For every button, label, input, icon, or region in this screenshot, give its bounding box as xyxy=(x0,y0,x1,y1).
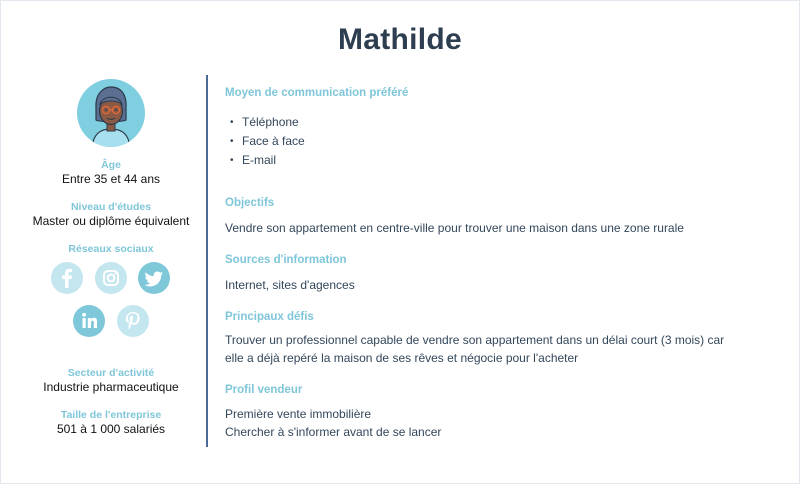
industry-value: Industrie pharmaceutique xyxy=(43,380,179,394)
industry-field xyxy=(22,367,200,395)
age-label: Âge xyxy=(101,159,121,171)
facebook-icon[interactable] xyxy=(51,262,83,294)
seller-profile-label: Profil vendeur xyxy=(225,384,303,396)
challenges-line-2: elle a déjà repéré la maison de ses rêves et négocie pour l'acheter xyxy=(225,351,579,365)
avatar xyxy=(76,78,146,148)
education-value: Master ou diplôme équivalent xyxy=(32,214,190,228)
sources-text: Internet, sites d'agences xyxy=(225,278,355,292)
age-field xyxy=(22,159,200,187)
education-label: Niveau d'études xyxy=(70,201,152,213)
company-size-field xyxy=(22,409,200,437)
company-size-value: 501 à 1 000 salariés xyxy=(56,422,166,436)
goals-text: Vendre son appartement en centre-ville pour trouver une maison dans une zone rurale xyxy=(225,221,684,235)
list-item: • Téléphone xyxy=(242,113,785,132)
vertical-divider xyxy=(206,75,208,447)
persona-details xyxy=(225,86,785,441)
instagram-icon[interactable] xyxy=(95,262,127,294)
industry-label: Secteur d'activité xyxy=(67,367,155,379)
challenges-label: Principaux défis xyxy=(225,311,314,323)
pinterest-icon[interactable] xyxy=(117,305,149,337)
communication-label: Moyen de communication préféré xyxy=(225,87,409,99)
goals-label: Objectifs xyxy=(225,197,275,209)
education-field xyxy=(22,201,200,229)
sources-label: Sources d'information xyxy=(225,254,347,266)
social-label: Réseaux sociaux xyxy=(68,243,154,255)
seller-profile-line-2: Chercher à s'informer avant de se lancer xyxy=(225,425,442,439)
persona-name: Mathilde xyxy=(337,23,463,56)
twitter-icon[interactable] xyxy=(138,262,170,294)
age-value: Entre 35 et 44 ans xyxy=(61,172,161,186)
communication-list xyxy=(225,113,785,170)
social-icons xyxy=(22,262,200,357)
profile-sidebar xyxy=(22,78,200,451)
list-item: • E-mail xyxy=(242,151,785,170)
company-size-label: Taille de l'entreprise xyxy=(60,409,162,421)
linkedin-icon[interactable] xyxy=(73,305,105,337)
seller-profile-line-1: Première vente immobilière xyxy=(225,407,372,421)
list-item: • Face à face xyxy=(242,132,785,151)
challenges-line-1: Trouver un professionnel capable de vendre son appartement dans un délai court (3 mois) car xyxy=(225,333,725,347)
